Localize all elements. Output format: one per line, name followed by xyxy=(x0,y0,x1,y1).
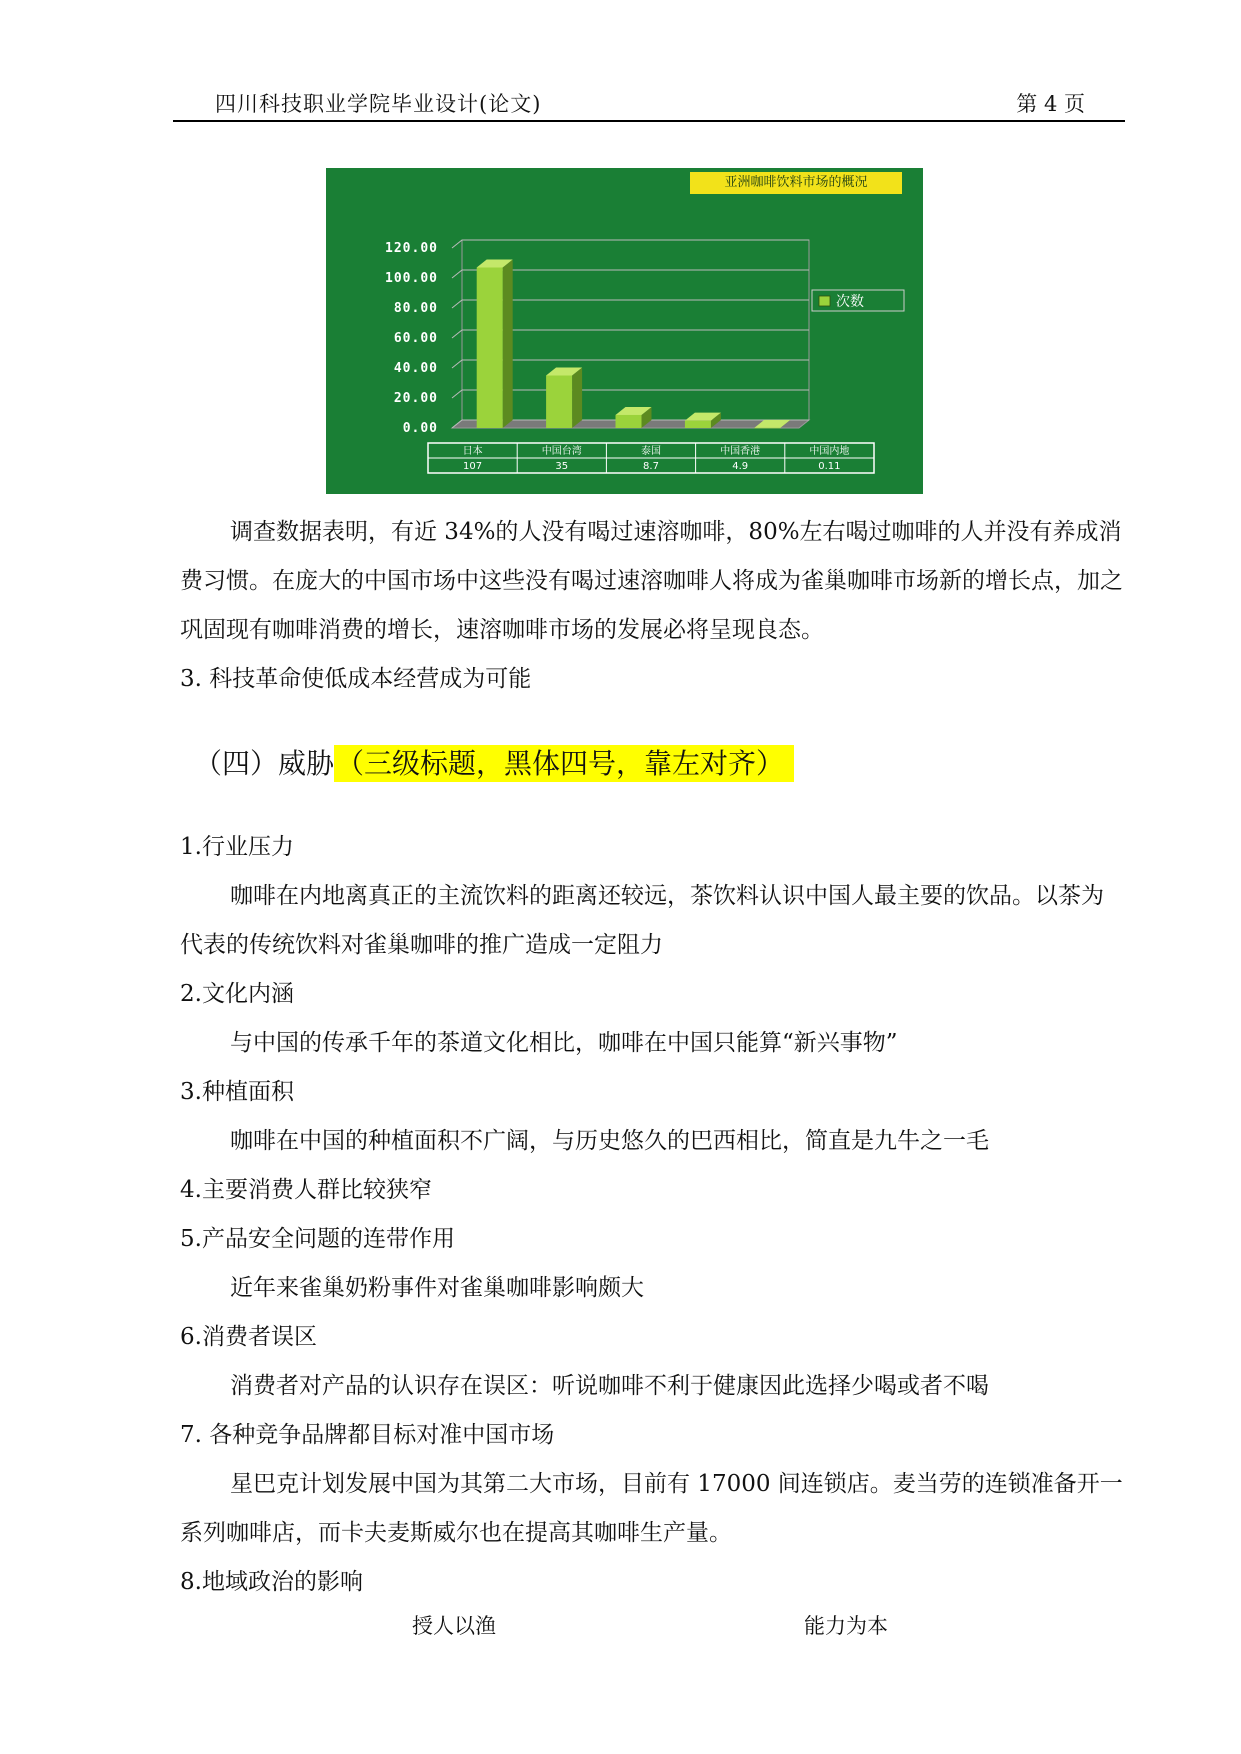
y-tick-label: 120.00 xyxy=(385,241,438,256)
data-label: 4.9 xyxy=(732,461,749,472)
y-tick-label: 100.00 xyxy=(385,271,438,286)
bar-chart xyxy=(326,168,923,494)
header-title: 四川科技职业学院毕业设计(论文) xyxy=(215,92,542,116)
header-page-number: 第 4 页 xyxy=(1016,92,1085,116)
legend-label: 次数 xyxy=(836,294,864,310)
category-label: 泰国 xyxy=(641,446,661,457)
y-tick-label: 60.00 xyxy=(393,331,438,346)
y-tick-label: 80.00 xyxy=(393,301,438,316)
bar-side xyxy=(572,368,582,429)
subheading-3: 3.种植面积 xyxy=(180,1079,294,1105)
y-tick-label: 20.00 xyxy=(393,391,438,406)
gridline-diagonal xyxy=(452,300,462,308)
y-tick-label: 0.00 xyxy=(402,421,438,436)
y-tick-label: 40.00 xyxy=(393,361,438,376)
subheading-1: 1.行业压力 xyxy=(180,834,294,860)
bar-side xyxy=(503,260,513,429)
chart-svg xyxy=(326,168,923,494)
category-label: 中国香港 xyxy=(720,446,761,457)
gridline-diagonal xyxy=(452,330,462,338)
category-label: 中国台湾 xyxy=(541,446,582,457)
text-6: 消费者对产品的认识存在误区：听说咖啡不利于健康因此选择少喝或者不喝 xyxy=(230,1373,989,1399)
bar xyxy=(685,421,711,428)
data-label: 0.11 xyxy=(818,461,841,472)
text-5: 近年来雀巢奶粉事件对雀巢咖啡影响颇大 xyxy=(230,1275,644,1301)
paragraph-survey: 调查数据表明，有近 34%的人没有喝过速溶咖啡，80%左右喝过咖啡的人并没有养成消费习惯。在庞大的中国市场中这些没有喝过速溶咖啡人将成为雀巢咖啡市场新的增长点，加之巩固现有咖啡消费的增长，速溶咖啡市场的发展必将呈现良态。 xyxy=(180,519,1123,643)
legend-swatch xyxy=(819,296,830,306)
bar xyxy=(477,268,503,429)
category-label: 中国内地 xyxy=(809,446,850,457)
gridline-diagonal xyxy=(452,240,462,248)
bar xyxy=(754,428,780,429)
category-label: 日本 xyxy=(462,446,483,457)
heading-text: （四）威胁 xyxy=(194,747,335,780)
text-7: 星巴克计划发展中国为其第二大市场，目前有 17000 间连锁店。麦当劳的连锁准备开一系列咖啡店，而卡夫麦斯威尔也在提高其咖啡生产量。 xyxy=(180,1471,1123,1546)
data-label: 107 xyxy=(463,461,483,472)
footer-left: 授人以渔 xyxy=(412,1614,496,1638)
page-header xyxy=(173,86,1125,122)
subheading-6: 6.消费者误区 xyxy=(180,1324,317,1350)
section-heading xyxy=(194,744,794,784)
data-label: 8.7 xyxy=(643,461,659,472)
text-2: 与中国的传承千年的茶道文化相比，咖啡在中国只能算“新兴事物” xyxy=(230,1030,898,1056)
bar xyxy=(546,376,572,429)
subheading-5: 5.产品安全问题的连带作用 xyxy=(180,1226,455,1252)
subheading-2: 2.文化内涵 xyxy=(180,981,294,1007)
bar xyxy=(616,415,642,428)
gridline-diagonal xyxy=(452,270,462,278)
subheading-4: 4.主要消费人群比较狭窄 xyxy=(180,1177,432,1203)
gridline-diagonal xyxy=(452,390,462,398)
text-3: 咖啡在中国的种植面积不广阔，与历史悠久的巴西相比，简直是九牛之一毛 xyxy=(230,1128,989,1154)
subheading-7: 7. 各种竞争品牌都目标对准中国市场 xyxy=(180,1422,555,1448)
text-1: 咖啡在内地离真正的主流饮料的距离还较远，茶饮料认识中国人最主要的饮品。以茶为代表的传统饮料对雀巢咖啡的推广造成一定阻力 xyxy=(180,883,1104,958)
footer-right: 能力为本 xyxy=(804,1614,888,1638)
gridline-diagonal xyxy=(452,360,462,368)
heading-note-highlight: （三级标题，黑体四号，靠左对齐） xyxy=(334,745,794,782)
subheading-8: 8.地域政治的影响 xyxy=(180,1569,363,1595)
list-item-3: 3. 科技革命使低成本经营成为可能 xyxy=(180,666,532,692)
chart-title: 亚洲咖啡饮料市场的概况 xyxy=(690,172,902,194)
data-label: 35 xyxy=(555,461,569,472)
